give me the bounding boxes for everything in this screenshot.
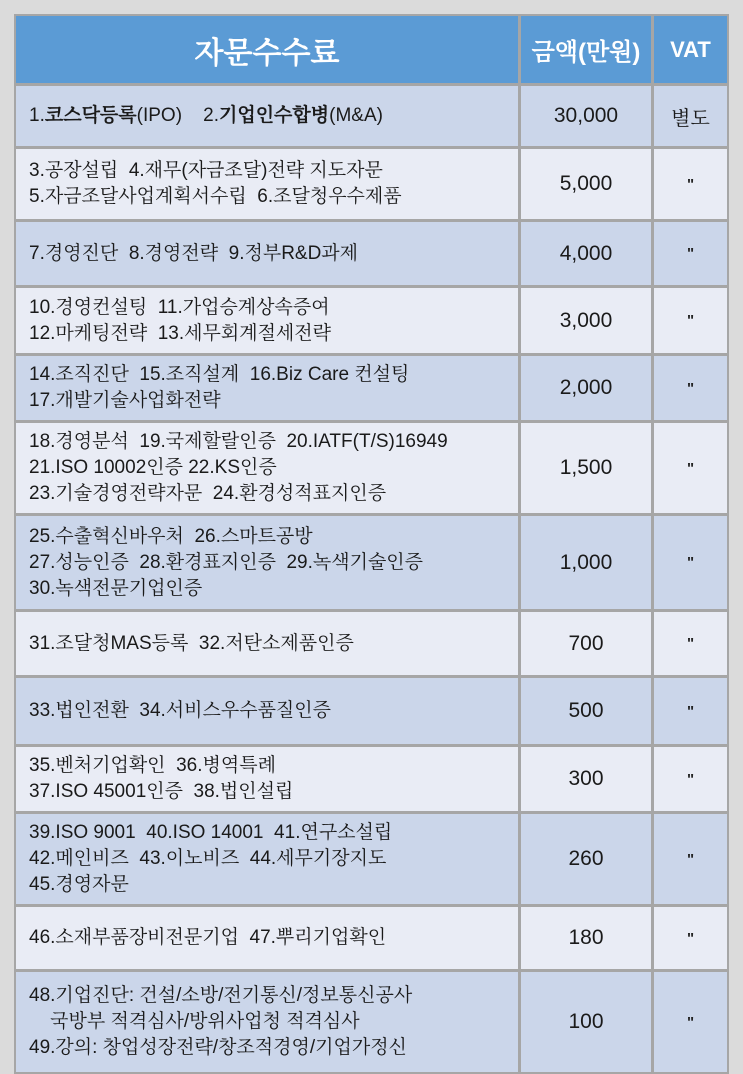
table-row (16, 969, 727, 1072)
vat-cell (651, 972, 727, 1072)
vat-cell: 별도 (651, 86, 727, 146)
service-lines (29, 429, 448, 507)
service-lines (29, 753, 293, 805)
service-text: 1. (29, 105, 45, 126)
service-line: 10.경영컨설팅 11.가업승계상속증여 (29, 296, 330, 318)
amount-cell: 700 (518, 612, 651, 675)
service-text-bold: 기업인수합병 (219, 105, 330, 126)
service-text: (IPO) 2. (136, 105, 219, 126)
vat-cell (651, 907, 727, 969)
service-line: 39.ISO 9001 40.ISO 14001 41.연구소설립 (29, 822, 393, 843)
service-lines (29, 698, 331, 724)
vat-cell (651, 516, 727, 609)
amount-cell: 5,000 (518, 149, 651, 219)
amount-cell: 260 (518, 814, 651, 904)
vat-cell (651, 222, 727, 285)
service-lines (29, 241, 358, 267)
vat-ditto-mark: " (686, 459, 695, 477)
service-line: 12.마케팅전략 13.세무회계절세전략 (29, 322, 331, 344)
header-services-label: 자문수수료 (194, 36, 340, 70)
service-line: 17.개발기술사업화전략 (29, 390, 221, 411)
vat-ditto-mark: " (686, 702, 695, 720)
vat-cell (651, 814, 727, 904)
service-line (29, 103, 383, 129)
consulting-fee-table (14, 14, 729, 1074)
vat-ditto-mark: " (686, 554, 695, 571)
service-lines (29, 295, 331, 347)
service-lines (29, 631, 354, 657)
vat-ditto-mark: " (686, 850, 695, 868)
service-line: 25.수출혁신바우처 26.스마트공방 (29, 525, 313, 547)
vat-ditto-mark: " (686, 770, 695, 788)
header-amount-label: 금액(만원) (518, 16, 651, 83)
vat-ditto-mark: " (686, 312, 695, 329)
amount-cell: 1,000 (518, 516, 651, 609)
service-line: 3.공장설립 4.재무(자금조달)전략 지도자문 (29, 160, 383, 181)
service-text: (M&A) (329, 105, 383, 126)
service-line: 45.경영자문 (29, 874, 129, 895)
amount-cell: 3,000 (518, 288, 651, 353)
vat-ditto-mark: " (686, 175, 695, 193)
service-line: 18.경영분석 19.국제할랄인증 20.IATF(T/S)16949 (29, 431, 448, 452)
vat-cell (651, 149, 727, 219)
services-cell (16, 288, 518, 353)
service-lines (29, 925, 386, 951)
service-lines (29, 103, 383, 129)
table-row (16, 609, 727, 675)
services-cell (16, 747, 518, 811)
service-line: 49.강의: 창업성장전략/창조적경영/기업가정신 (29, 1037, 407, 1058)
service-line: 23.기술경영전략자문 24.환경성적표지인증 (29, 483, 387, 504)
service-lines (29, 158, 402, 210)
table-row (16, 744, 727, 811)
service-line: 35.벤처기업확인 36.병역특례 (29, 755, 276, 776)
table-row (16, 219, 727, 285)
services-cell (16, 612, 518, 675)
table-row (16, 675, 727, 744)
service-lines (29, 362, 409, 414)
service-line: 5.자금조달사업계획서수립 6.조달청우수제품 (29, 186, 402, 207)
service-lines (29, 983, 412, 1061)
vat-cell (651, 423, 727, 513)
table-row (16, 146, 727, 219)
amount-cell: 4,000 (518, 222, 651, 285)
services-cell (16, 907, 518, 969)
amount-cell: 100 (518, 972, 651, 1072)
services-cell (16, 86, 518, 146)
vat-cell (651, 747, 727, 811)
vat-ditto-mark: " (686, 1013, 695, 1031)
services-cell (16, 516, 518, 609)
service-line: 31.조달청MAS등록 32.저탄소제품인증 (29, 632, 354, 654)
service-line: 7.경영진단 8.경영전략 9.정부R&D과제 (29, 242, 359, 264)
service-line: 21.ISO 10002인증 22.KS인증 (29, 457, 277, 478)
service-line: 국방부 적격심사/방위사업청 적격심사 (29, 1011, 360, 1032)
service-lines (29, 524, 423, 602)
amount-cell: 1,500 (518, 423, 651, 513)
services-cell (16, 356, 518, 420)
service-line: 14.조직진단 15.조직설계 16.Biz Care 컨설팅 (29, 364, 410, 385)
table-row (16, 513, 727, 609)
services-cell (16, 678, 518, 744)
vat-cell (651, 356, 727, 420)
service-lines (29, 820, 392, 898)
services-cell (16, 423, 518, 513)
services-cell (16, 972, 518, 1072)
service-line: 46.소재부품장비전문기업 47.뿌리기업확인 (29, 927, 387, 948)
table-header-row (16, 16, 727, 83)
amount-cell: 180 (518, 907, 651, 969)
service-line: 33.법인전환 34.서비스우수품질인증 (29, 700, 331, 721)
vat-ditto-mark: " (686, 635, 695, 652)
vat-ditto-mark: " (686, 245, 695, 262)
service-line: 37.ISO 45001인증 38.법인설립 (29, 781, 294, 802)
table-row (16, 904, 727, 969)
service-line: 30.녹색전문기업인증 (29, 577, 203, 599)
services-cell (16, 149, 518, 219)
service-line: 42.메인비즈 43.이노비즈 44.세무기장지도 (29, 848, 387, 869)
table-row (16, 83, 727, 146)
vat-cell (651, 288, 727, 353)
amount-cell: 300 (518, 747, 651, 811)
amount-cell: 500 (518, 678, 651, 744)
vat-ditto-mark: " (686, 379, 695, 397)
service-text-bold: 코스닥등록 (44, 105, 137, 126)
vat-ditto-mark: " (686, 929, 695, 947)
header-vat-label: VAT (651, 16, 727, 83)
table-row (16, 353, 727, 420)
vat-cell (651, 612, 727, 675)
amount-cell: 30,000 (518, 86, 651, 146)
table-row (16, 420, 727, 513)
service-line: 27.성능인증 28.환경표지인증 29.녹색기술인증 (29, 551, 424, 573)
services-cell (16, 222, 518, 285)
amount-cell: 2,000 (518, 356, 651, 420)
vat-cell (651, 678, 727, 744)
services-cell (16, 814, 518, 904)
service-line: 48.기업진단: 건설/소방/전기통신/정보통신공사 (29, 985, 413, 1006)
table-row (16, 811, 727, 904)
table-row (16, 285, 727, 353)
